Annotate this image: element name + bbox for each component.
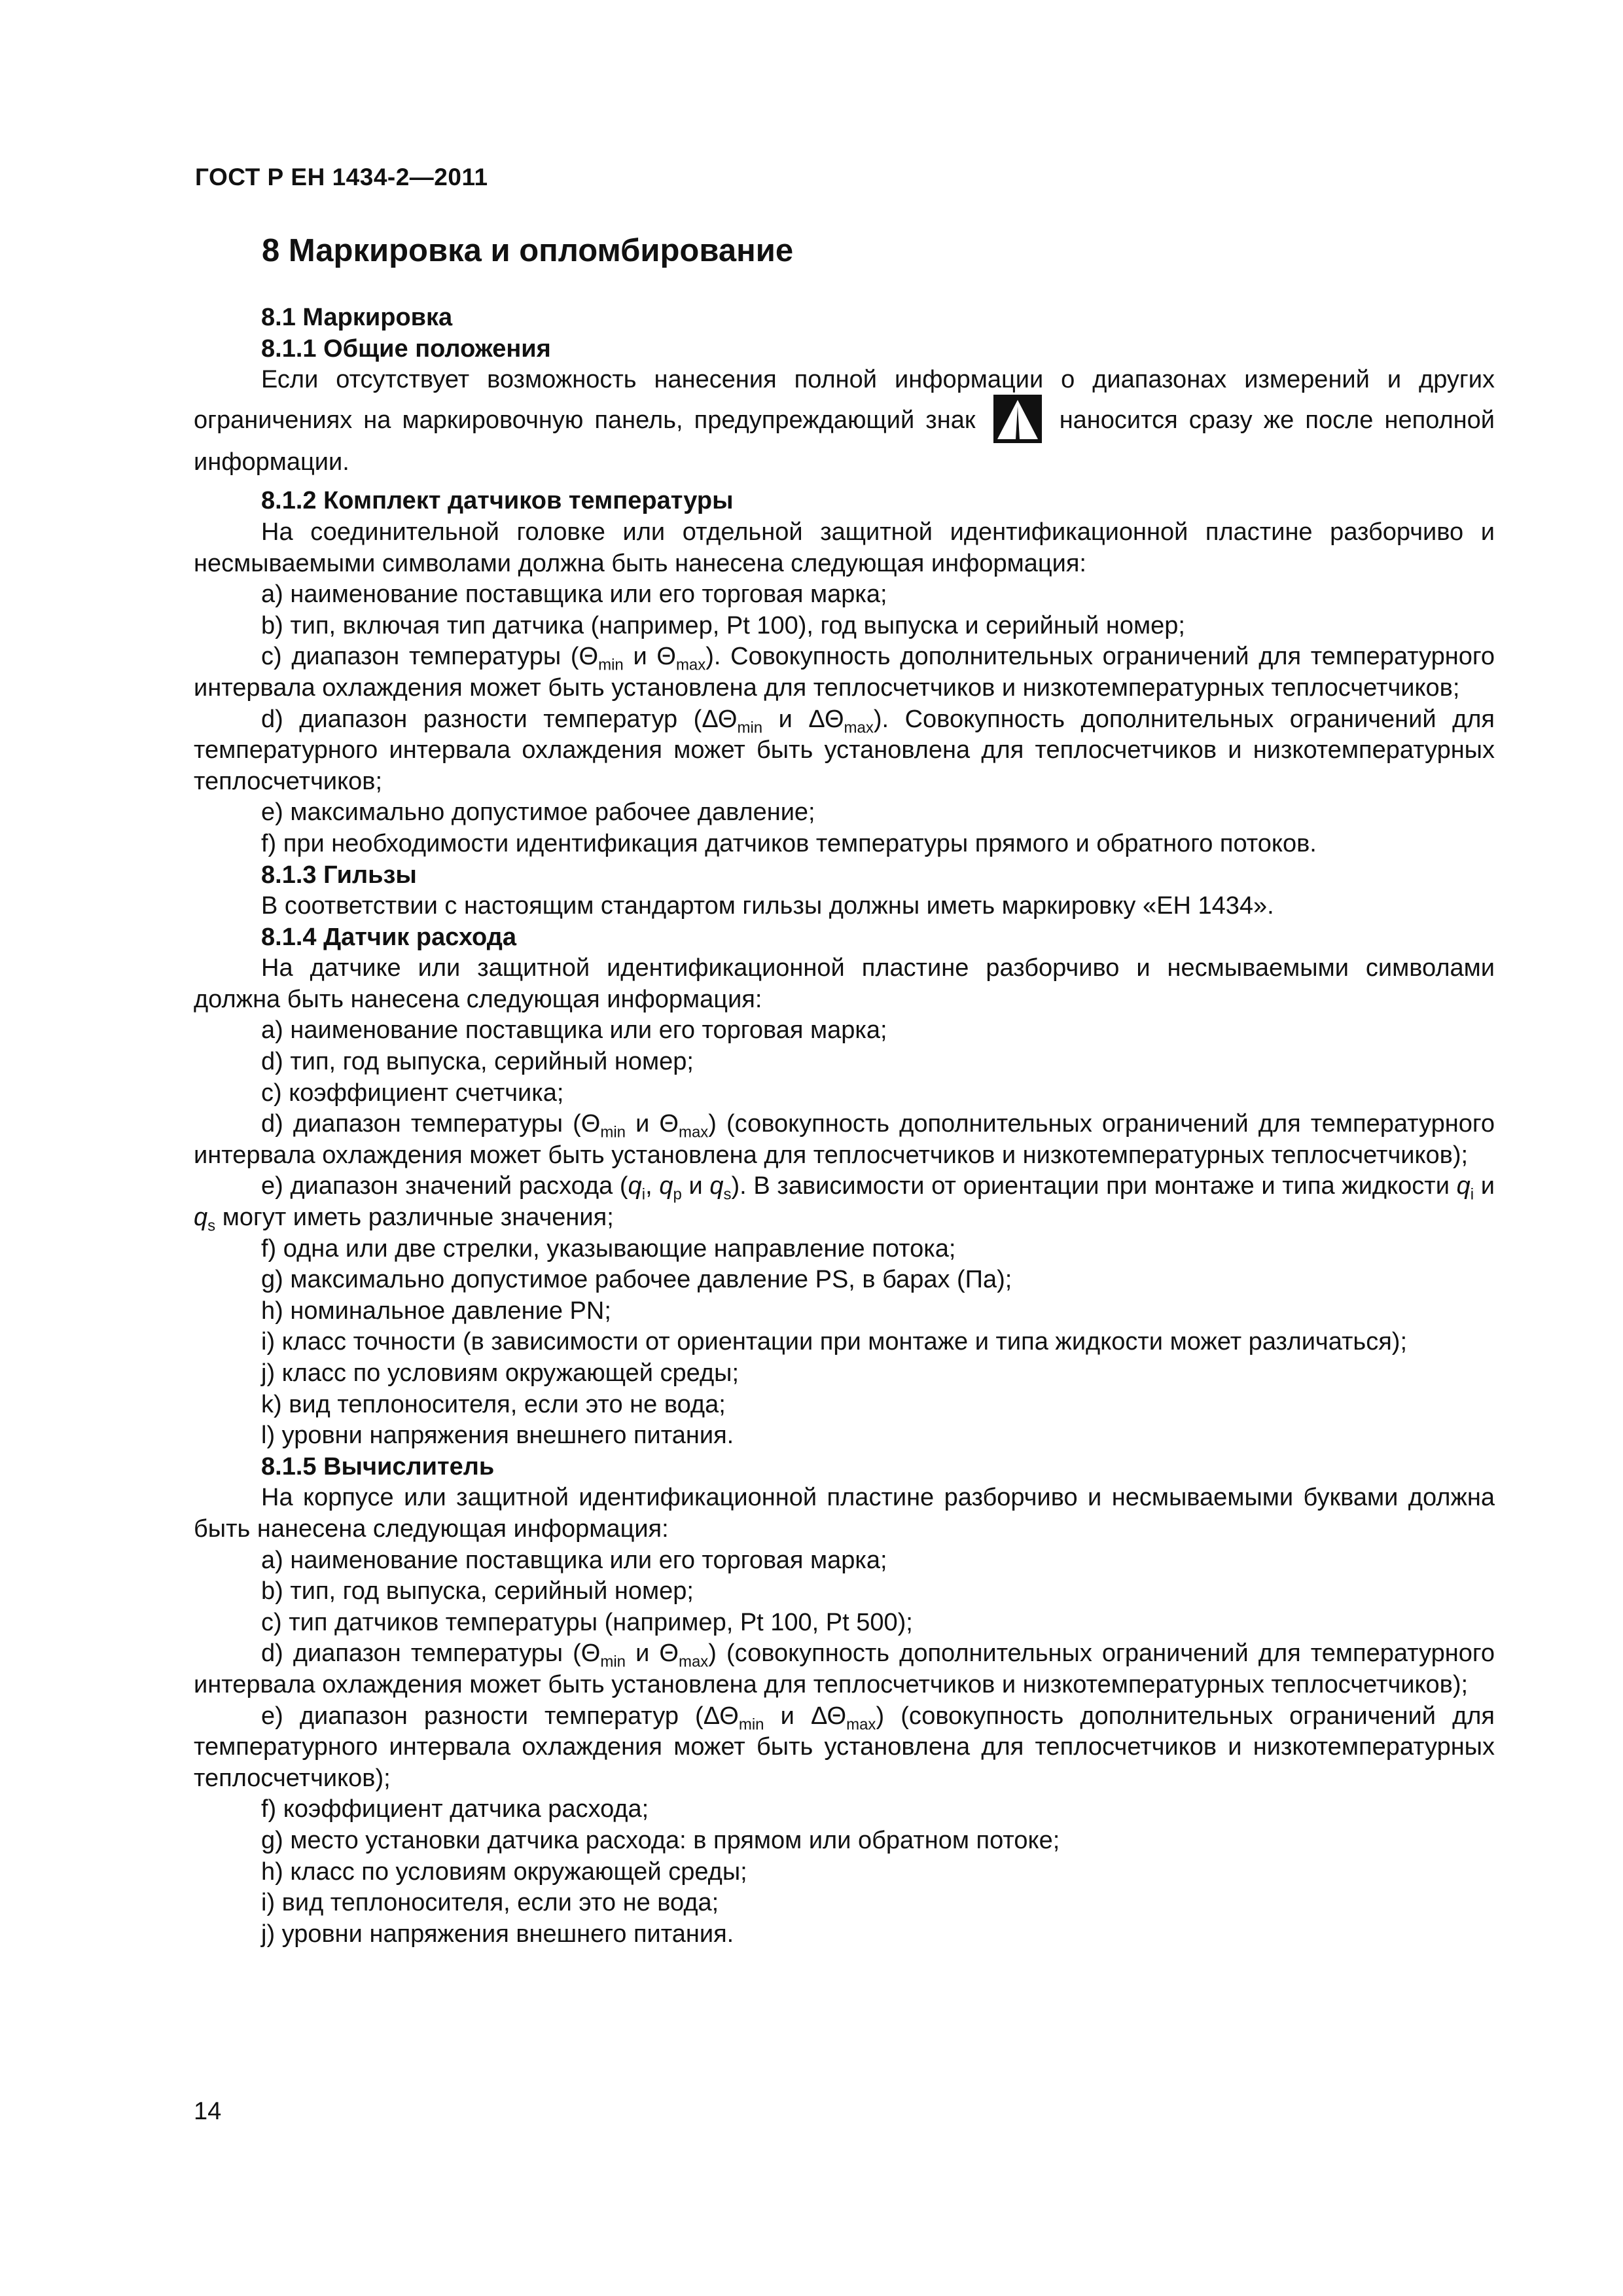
paragraph-8-1-1 [194, 365, 1495, 478]
subsection-heading-8-1-5: 8.1.5 Вычислитель [261, 1452, 495, 1480]
list-item [194, 704, 1495, 798]
subsection-heading-8-1-3: 8.1.3 Гильзы [261, 861, 417, 889]
subscript: min [600, 1123, 626, 1141]
paragraph-intro: На датчике или защитной идентификационной пластине разборчиво и несмываемыми символами должна быть нанесена следующая информация: [194, 954, 1495, 1013]
text-run: ). Совокупность дополнительных ограничений для температурного интервала охлаждения может быть установлена для теплосчетчиков и низкотемпературных теплосчетчиков; [194, 643, 1495, 702]
paragraph-text: В соответствии с настоящим стандартом гильзы должны иметь маркировку «ЕН 1434». [261, 892, 1274, 920]
document-body [194, 302, 1495, 1950]
subscript: s [723, 1186, 732, 1204]
list-item: е) максимально допустимое рабочее давление; [261, 798, 815, 827]
text-run: ) (совокупность дополнительных ограничений для температурного интервала охлаждения может быть установлена для теплосчетчиков и низкотемпературных теплосчетчиков); [194, 1110, 1495, 1169]
text-run: и Θ [626, 1110, 679, 1138]
list-item [194, 1701, 1495, 1795]
list-item: а) наименование поставщика или его торговая марка; [261, 1016, 887, 1045]
list-item: d) тип, год выпуска, серийный номер; [261, 1048, 694, 1076]
subscript: s [207, 1217, 216, 1235]
list-item [194, 1109, 1495, 1171]
symbol: q [1456, 1172, 1471, 1200]
text-run: могут иметь различные значения; [215, 1204, 614, 1232]
text-run: с) диапазон температуры (Θ [261, 643, 599, 671]
subscript: max [846, 1715, 876, 1734]
text-run: и [681, 1172, 710, 1200]
paragraph-text: Если отсутствует возможность нанесения полной информации о диапазонах измерений и других ограничениях на маркировочную панель, предупреждающий знак [194, 366, 1495, 434]
subsection-heading-8-1-1: 8.1.1 Общие положения [261, 334, 551, 363]
subscript: p [673, 1186, 682, 1204]
subscript: i [641, 1186, 646, 1204]
list-item [194, 1638, 1495, 1700]
paragraph-text: наносится сразу же после неполной информации. [194, 406, 1495, 476]
subsection-heading-8-1: 8.1 Маркировка [261, 304, 453, 331]
subscript: max [678, 1653, 709, 1671]
text-run: е) диапазон значений расхода ( [261, 1172, 628, 1200]
symbol: q [194, 1204, 208, 1232]
list-item: b) тип, включая тип датчика (например, Pt 100), год выпуска и серийный номер; [261, 611, 1185, 639]
text-run: ). Совокупность дополнительных ограничений для температурного интервала охлаждения может быть установлена для теплосчетчиков и низкотемпературных теплосчетчиков; [194, 705, 1495, 795]
text-run: , [645, 1172, 660, 1200]
subscript: max [675, 656, 706, 674]
subscript: min [737, 719, 763, 737]
symbol: q [659, 1172, 673, 1200]
list-item: j) уровни напряжения внешнего питания. [261, 1920, 734, 1948]
subsection-heading-8-1-4: 8.1.4 Датчик расхода [261, 923, 517, 951]
list-item: а) наименование поставщика или его торговая марка; [261, 1546, 887, 1574]
list-item [194, 1171, 1495, 1233]
text-run: и [1474, 1172, 1495, 1200]
list-item: g) максимально допустимое рабочее давление PS, в барах (Па); [261, 1266, 1012, 1294]
text-run: е) диапазон разности температур (ΔΘ [261, 1702, 739, 1730]
text-run: и ΔΘ [764, 1702, 847, 1730]
list-item: f) коэффициент датчика расхода; [261, 1795, 649, 1823]
subscript: min [738, 1715, 764, 1734]
list-item: k) вид теплоносителя, если это не вода; [261, 1390, 726, 1418]
list-item: l) уровни напряжения внешнего питания. [261, 1422, 734, 1450]
subscript: i [1470, 1186, 1474, 1204]
text-run: и Θ [623, 643, 676, 671]
subsection-heading-8-1-2: 8.1.2 Комплект датчиков температуры [261, 487, 734, 515]
warning-sign-icon [992, 393, 1043, 444]
list-item [194, 641, 1495, 704]
list-item: i) вид теплоносителя, если это не вода; [261, 1889, 719, 1917]
list-item: с) коэффициент счетчика; [261, 1079, 564, 1107]
text-run: ) (совокупность дополнительных ограничений для температурного интервала охлаждения может быть установлена для теплосчетчиков и низкотемпературных теплосчетчиков); [194, 1640, 1495, 1698]
subscript: min [598, 656, 624, 674]
symbol: q [628, 1172, 642, 1200]
list-item: i) класс точности (в зависимости от ориентации при монтаже и типа жидкости может различаться); [261, 1328, 1408, 1356]
text-run: и ΔΘ [762, 705, 844, 733]
text-run: ) (совокупность дополнительных ограничений для температурного интервала охлаждения может быть установлена для теплосчетчиков и низкотемпературных теплосчетчиков); [194, 1702, 1495, 1792]
text-run: d) диапазон разности температур (ΔΘ [261, 705, 738, 733]
text-run: и Θ [626, 1640, 679, 1668]
paragraph-intro: На корпусе или защитной идентификационной пластине разборчиво и несмываемыми буквами должна быть нанесена следующая информация: [194, 1484, 1495, 1543]
text-run: d) диапазон температуры (Θ [261, 1110, 601, 1138]
subscript: max [678, 1123, 709, 1141]
list-item: h) номинальное давление PN; [261, 1297, 611, 1325]
list-item: h) класс по условиям окружающей среды; [261, 1857, 747, 1886]
list-item: j) класс по условиям окружающей среды; [261, 1359, 739, 1387]
paragraph-intro: На соединительной головке или отдельной защитной идентификационной пластине разборчиво и несмываемыми символами должна быть нанесена следующая информация: [194, 518, 1495, 577]
subscript: max [844, 719, 874, 737]
subscript: min [600, 1653, 626, 1671]
list-item: f) одна или две стрелки, указывающие направление потока; [261, 1234, 956, 1263]
list-item: g) место установки датчика расхода: в прямом или обратном потоке; [261, 1826, 1060, 1854]
list-item: а) наименование поставщика или его торговая марка; [261, 581, 887, 609]
page-number: 14 [194, 2098, 222, 2125]
list-item: f) при необходимости идентификация датчиков температуры прямого и обратного потоков. [261, 829, 1317, 857]
list-item: b) тип, год выпуска, серийный номер; [261, 1577, 694, 1605]
text-run: ). В зависимости от ориентации при монтаже и типа жидкости [731, 1172, 1457, 1200]
document-header: ГОСТ Р ЕН 1434-2—2011 [195, 164, 488, 190]
text-run: d) диапазон температуры (Θ [261, 1640, 601, 1668]
section-title: 8 Маркировка и опломбирование [262, 233, 794, 268]
list-item: с) тип датчиков температуры (например, Pt 100, Pt 500); [261, 1608, 913, 1636]
symbol: q [709, 1172, 724, 1200]
